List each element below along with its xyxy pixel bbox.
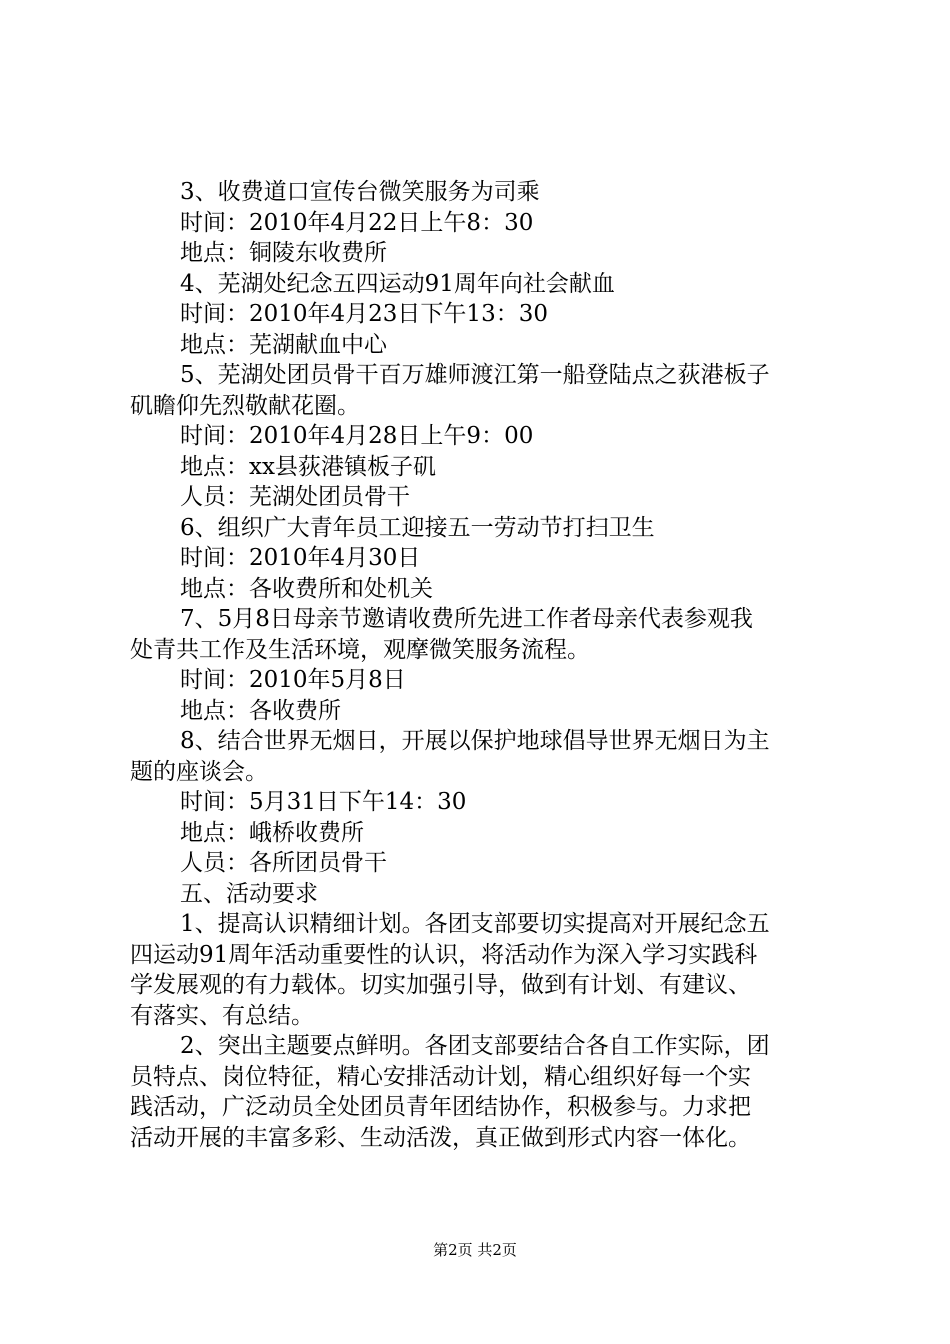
requirement-2-line-1: 2、突出主题要点鲜明。各团支部要结合各自工作实际，团 bbox=[180, 1033, 770, 1059]
item-7-location: 地点：各收费所 bbox=[180, 698, 341, 724]
item-8-time: 时间：5月31日下午14：30 bbox=[180, 789, 467, 815]
requirement-1-line-4: 有落实、有总结。 bbox=[130, 1003, 314, 1029]
page-footer: 第2页 共2页 bbox=[433, 1241, 517, 1259]
requirement-1-line-1: 1、提高认识精细计划。各团支部要切实提高对开展纪念五 bbox=[180, 911, 770, 937]
item-8-title: 8、结合世界无烟日，开展以保护地球倡导世界无烟日为主 bbox=[180, 728, 770, 754]
item-8-personnel: 人员：各所团员骨干 bbox=[180, 850, 387, 876]
item-7-title-cont: 处青共工作及生活环境，观摩微笑服务流程。 bbox=[130, 637, 590, 663]
item-3-location: 地点：铜陵东收费所 bbox=[180, 240, 387, 266]
requirement-2-line-4: 活动开展的丰富多彩、生动活泼，真正做到形式内容一体化。 bbox=[130, 1125, 751, 1151]
item-3-title: 3、收费道口宣传台微笑服务为司乘 bbox=[180, 179, 540, 205]
item-7-time: 时间：2010年5月8日 bbox=[180, 667, 406, 693]
item-7-title: 7、5月8日母亲节邀请收费所先进工作者母亲代表参观我 bbox=[180, 606, 753, 632]
item-5-title: 5、芜湖处团员骨干百万雄师渡江第一船登陆点之荻港板子 bbox=[180, 362, 770, 388]
item-4-time: 时间：2010年4月23日下午13：30 bbox=[180, 301, 548, 327]
item-6-location: 地点：各收费所和处机关 bbox=[180, 576, 433, 602]
item-8-location: 地点：峨桥收费所 bbox=[180, 820, 364, 846]
item-5-location: 地点：xx县荻港镇板子矶 bbox=[180, 454, 436, 480]
item-6-time: 时间：2010年4月30日 bbox=[180, 545, 421, 571]
requirement-2-line-3: 践活动，广泛动员全处团员青年团结协作，积极参与。力求把 bbox=[130, 1094, 751, 1120]
item-5-personnel: 人员：芜湖处团员骨干 bbox=[180, 484, 410, 510]
item-8-title-cont: 题的座谈会。 bbox=[130, 759, 268, 785]
item-5-time: 时间：2010年4月28日上午9：00 bbox=[180, 423, 534, 449]
item-5-title-cont: 矶瞻仰先烈敬献花圈。 bbox=[130, 393, 360, 419]
item-6-title: 6、组织广大青年员工迎接五一劳动节打扫卫生 bbox=[180, 515, 655, 541]
item-4-location: 地点：芜湖献血中心 bbox=[180, 332, 387, 358]
section-heading: 五、活动要求 bbox=[180, 881, 318, 907]
requirement-2-line-2: 员特点、岗位特征，精心安排活动计划，精心组织好每一个实 bbox=[130, 1064, 751, 1090]
requirement-1-line-2: 四运动91周年活动重要性的认识，将活动作为深入学习实践科 bbox=[130, 942, 758, 968]
requirement-1-line-3: 学发展观的有力载体。切实加强引导，做到有计划、有建议、 bbox=[130, 972, 751, 998]
item-4-title: 4、芜湖处纪念五四运动91周年向社会献血 bbox=[180, 271, 615, 297]
item-3-time: 时间：2010年4月22日上午8：30 bbox=[180, 210, 534, 236]
